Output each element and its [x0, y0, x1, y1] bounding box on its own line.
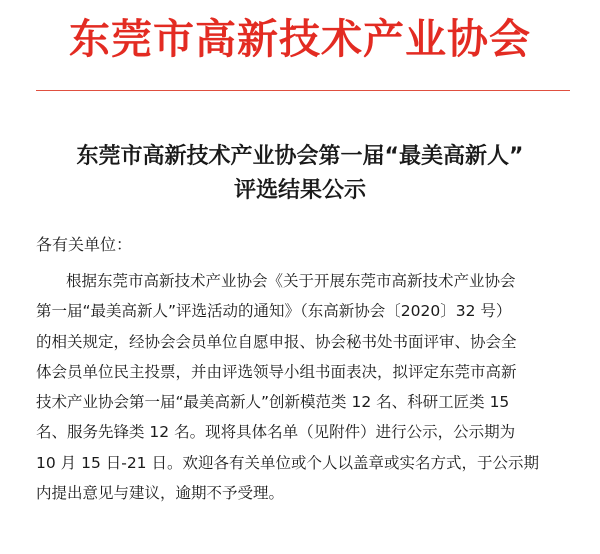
salutation: 各有关单位： — [36, 235, 133, 254]
body-line: 内提出意见与建议，逾期不予受理。 — [36, 484, 285, 503]
body-line: 的相关规定，经协会会员单位自愿申报、协会秘书处书面评审、协会全 — [36, 332, 517, 351]
body-line: 技术产业协会第一届“最美高新人”创新模范类 12 名、科研工匠类 15 — [36, 393, 510, 412]
body-line: 体会员单位民主投票，并由评选领导小组书面表决，拟评定东莞市高新 — [36, 362, 517, 381]
body-paragraph — [36, 266, 576, 508]
announcement-title — [20, 140, 580, 208]
letterhead-title: 东莞市高新技术产业协会 — [69, 15, 531, 63]
title-line-1: 东莞市高新技术产业协会第一届“最美高新人” — [76, 144, 524, 169]
body-line: 10 月 15 日-21 日。欢迎各有关单位或个人以盖章或实名方式，于公示期 — [36, 453, 539, 472]
body-line: 名、服务先锋类 12 名。现将具体名单（见附件）进行公示，公示期为 — [36, 423, 516, 442]
letterhead-divider — [36, 90, 570, 91]
body-line: 第一届“最美高新人”评选活动的通知》（东高新协会〔2020〕32 号） — [36, 302, 512, 321]
title-line-2: 评选结果公示 — [233, 178, 366, 203]
body-line: 根据东莞市高新技术产业协会《关于开展东莞市高新技术产业协会 — [66, 272, 516, 290]
